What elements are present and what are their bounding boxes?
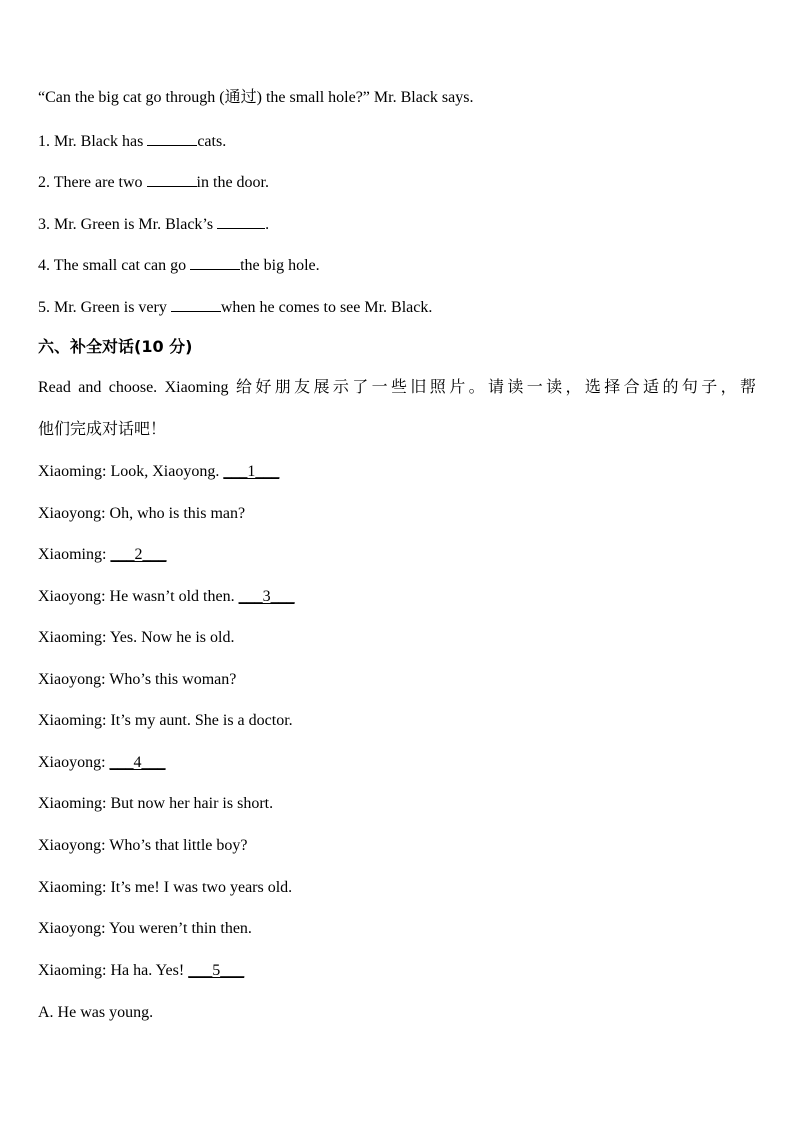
- speaker: Xiaoyong:: [38, 837, 106, 854]
- dialogue-text: Oh, who is this man?: [109, 505, 246, 522]
- question-text: 3. Mr. Green is Mr. Black’s: [38, 216, 214, 233]
- speaker: Xiaoyong:: [38, 505, 106, 522]
- instruction-line-2: 他们完成对话吧！: [38, 421, 167, 438]
- dialogue-line-11: [38, 878, 292, 898]
- instruction-line-1: Read and choose. Xiaoming 给好朋友展示了一些旧照片。请读一读，选择合适的句子，帮: [38, 379, 756, 396]
- answer-blank[interactable]: [217, 213, 265, 229]
- speaker: Xiaoming:: [38, 795, 107, 812]
- answer-blank-4[interactable]: ___4___: [109, 754, 166, 771]
- dialogue-line-6: [38, 670, 236, 690]
- speaker: Xiaoming:: [38, 879, 107, 896]
- option-a: A. He was young.: [38, 1004, 154, 1021]
- dialogue-text: It’s me! I was two years old.: [110, 879, 293, 896]
- answer-blank[interactable]: [147, 130, 197, 146]
- question-text: 2. There are two: [38, 174, 143, 191]
- dialogue-line-4: [38, 587, 295, 607]
- dialogue-line-1: [38, 462, 279, 482]
- question-text-after: cats.: [197, 133, 227, 150]
- question-text-after: when he comes to see Mr. Black.: [220, 299, 433, 316]
- answer-blank[interactable]: [190, 254, 240, 270]
- speaker: Xiaoyong:: [38, 754, 106, 771]
- dialogue-text: It’s my aunt. She is a doctor.: [110, 712, 293, 729]
- dialogue-text: He wasn’t old then.: [109, 588, 235, 605]
- question-5: [38, 296, 432, 318]
- question-text-after: .: [265, 216, 270, 233]
- question-text: 5. Mr. Green is very: [38, 299, 167, 316]
- answer-blank[interactable]: [147, 171, 197, 187]
- speaker: Xiaoming:: [38, 463, 107, 480]
- question-3: [38, 213, 269, 235]
- question-text-after: in the door.: [196, 174, 269, 191]
- dialogue-line-8: [38, 753, 166, 773]
- question-2: [38, 171, 269, 193]
- speaker: Xiaoyong:: [38, 588, 106, 605]
- speaker: Xiaoming:: [38, 962, 107, 979]
- dialogue-line-12: [38, 919, 252, 939]
- answer-blank-3[interactable]: ___3___: [238, 588, 295, 605]
- speaker: Xiaoyong:: [38, 671, 106, 688]
- answer-blank-2[interactable]: ___2___: [110, 546, 167, 563]
- dialogue-line-7: [38, 711, 293, 731]
- question-4: [38, 254, 320, 276]
- dialogue-text: Ha ha. Yes!: [110, 962, 185, 979]
- dialogue-text: Who’s that little boy?: [109, 837, 248, 854]
- answer-blank-1[interactable]: ___1___: [223, 463, 280, 480]
- dialogue-text: But now her hair is short.: [110, 795, 274, 812]
- dialogue-text: Who’s this woman?: [109, 671, 237, 688]
- section-heading: 六、补全对话(10 分): [38, 337, 193, 356]
- speaker: Xiaoyong:: [38, 920, 106, 937]
- passage-last-sentence: “Can the big cat go through (通过) the small hole?” Mr. Black says.: [38, 89, 474, 106]
- speaker: Xiaoming:: [38, 546, 107, 563]
- answer-blank[interactable]: [171, 296, 221, 312]
- dialogue-text: You weren’t thin then.: [108, 920, 252, 937]
- answer-blank-5[interactable]: ___5___: [188, 962, 245, 979]
- dialogue-text: Look, Xiaoyong.: [110, 463, 220, 480]
- question-text-after: the big hole.: [240, 257, 320, 274]
- dialogue-line-9: [38, 794, 273, 814]
- dialogue-line-2: [38, 504, 245, 524]
- dialogue-line-13: [38, 961, 244, 981]
- dialogue-line-5: [38, 628, 234, 648]
- speaker: Xiaoming:: [38, 629, 107, 646]
- speaker: Xiaoming:: [38, 712, 107, 729]
- dialogue-line-3: [38, 545, 166, 565]
- question-text: 1. Mr. Black has: [38, 133, 144, 150]
- dialogue-text: Yes. Now he is old.: [109, 629, 235, 646]
- question-text: 4. The small cat can go: [38, 257, 187, 274]
- question-1: [38, 130, 226, 152]
- dialogue-line-10: [38, 836, 247, 856]
